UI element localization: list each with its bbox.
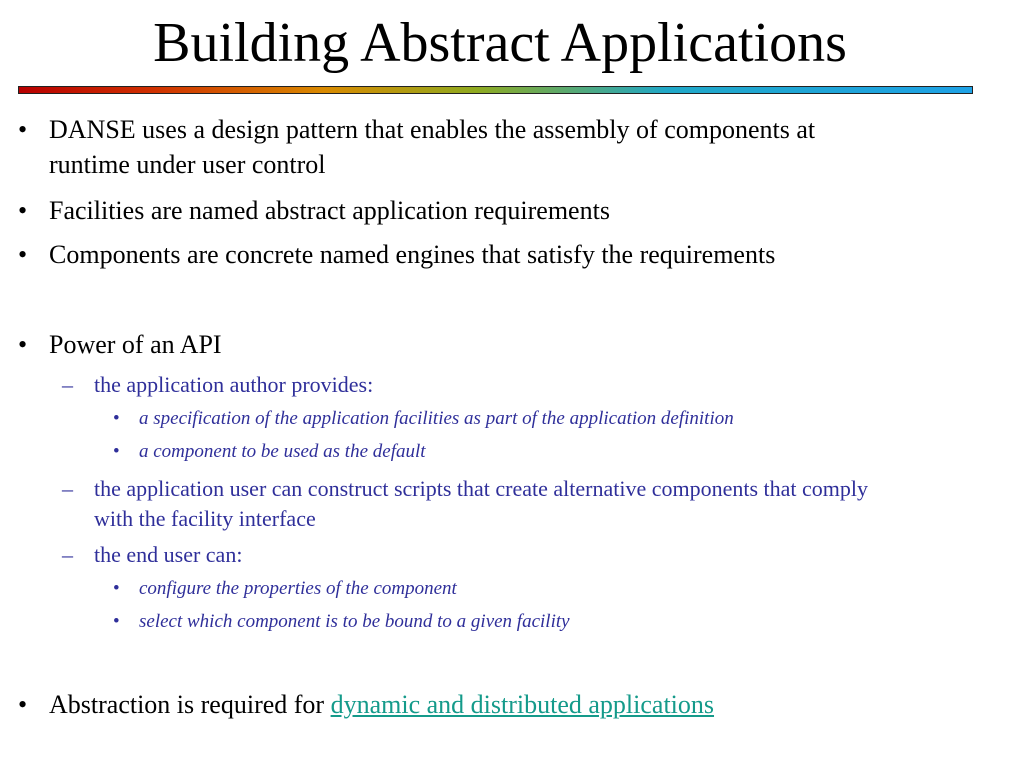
- bullet-marker: •: [113, 441, 120, 462]
- author-subitem-default-component: a component to be used as the default: [139, 441, 426, 462]
- bullet-danse-line-1: DANSE uses a design pattern that enables the assembly of components at: [49, 115, 816, 144]
- distributed-applications-link[interactable]: dynamic and distributed applications: [330, 690, 715, 719]
- bullet-abstraction: [49, 688, 714, 722]
- bullet-marker: •: [18, 196, 28, 225]
- api-item-user-line-2: with the facility interface: [94, 506, 316, 531]
- author-subitem-specification: a specification of the application facilities as part of the application definition: [139, 408, 734, 429]
- bullet-marker: •: [18, 240, 28, 269]
- api-item-author: the application author provides:: [94, 372, 374, 397]
- bullet-marker: •: [113, 611, 120, 632]
- bullet-marker: •: [113, 408, 120, 429]
- bullet-marker: •: [18, 690, 28, 719]
- bullet-marker: •: [18, 330, 28, 359]
- bullet-components: Components are concrete named engines that satisfy the requirements: [49, 240, 776, 269]
- dash-marker: –: [62, 542, 73, 567]
- bullet-danse-line-2: runtime under user control: [49, 150, 326, 179]
- dash-marker: –: [62, 476, 73, 501]
- bullet-abstraction-text: Abstraction is required for: [49, 690, 331, 719]
- api-item-user-line-1: the application user can construct scripts that create alternative components that comply: [94, 476, 868, 501]
- bullet-facilities: Facilities are named abstract application requirements: [49, 196, 610, 225]
- bullet-marker: •: [18, 115, 28, 144]
- slide-title: Building Abstract Applications: [153, 12, 847, 74]
- title-divider: [18, 86, 973, 94]
- bullet-marker: •: [113, 578, 120, 599]
- end-user-subitem-configure: configure the properties of the component: [139, 578, 457, 599]
- dash-marker: –: [62, 372, 73, 397]
- api-item-end-user: the end user can:: [94, 542, 243, 567]
- end-user-subitem-select: select which component is to be bound to a given facility: [139, 611, 570, 632]
- bullet-power-of-api: Power of an API: [49, 330, 222, 359]
